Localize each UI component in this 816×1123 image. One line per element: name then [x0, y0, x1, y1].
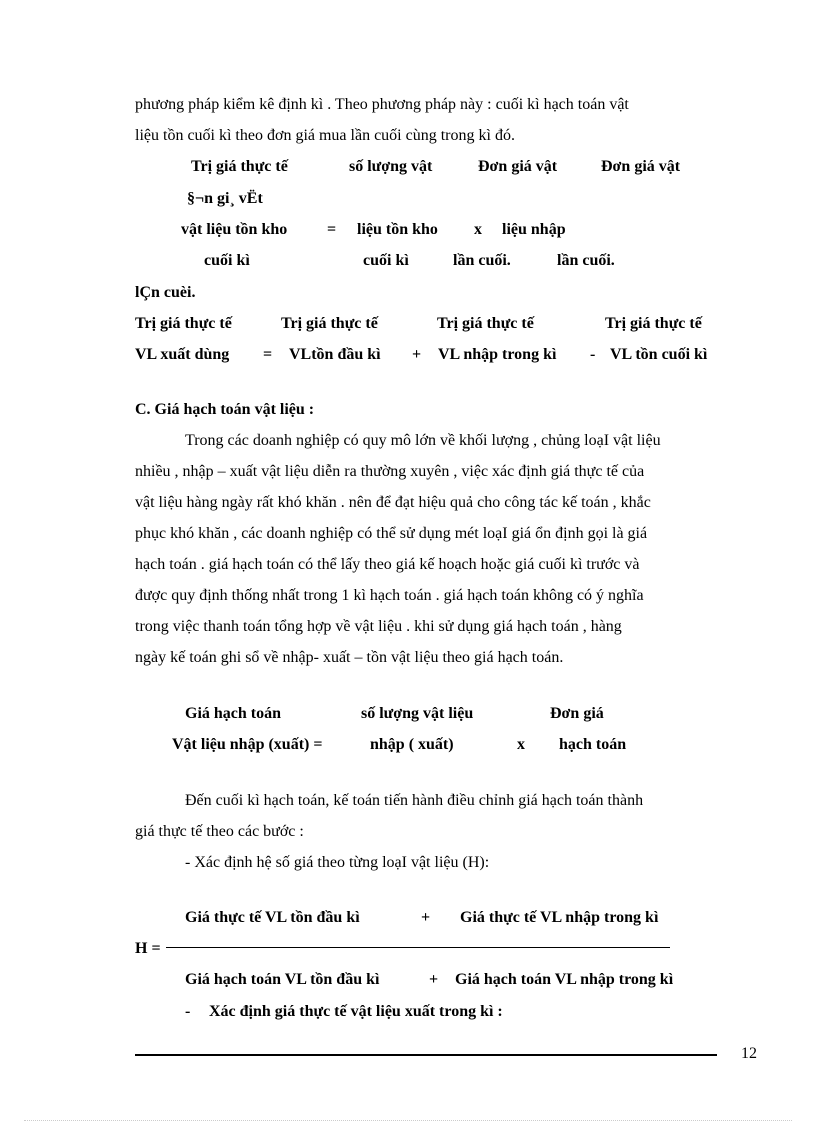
formula3-label: hạch toán [559, 736, 627, 753]
formula4-numerator: Giá thực tế VL nhập trong kì [460, 909, 659, 926]
formula3-operator: x [517, 736, 525, 753]
formula2-label: Trị giá thực tế [437, 315, 534, 332]
formula2-operator: + [412, 346, 422, 363]
formula2-label: Trị giá thực tế [605, 315, 702, 332]
formula1-label: số lượng vật [349, 158, 433, 175]
formula1-label: Đơn giá vật [601, 158, 681, 175]
formula3-label: Vật liệu nhập (xuất) = [172, 736, 323, 753]
body-text-line: phục khó khăn , các doanh nghiệp có thể sử dụng mét loạI giá ổn định gọi là giá [135, 525, 648, 542]
formula1-label: cuối kì [363, 252, 409, 269]
formula1-operator: = [327, 221, 337, 238]
body-text-line: phương pháp kiểm kê định kì . Theo phương pháp này : cuối kì hạch toán vật [135, 96, 629, 113]
formula1-label: §¬n gi¸ vËt [187, 190, 263, 207]
formula1-label: cuối kì [204, 252, 250, 269]
section-heading: C. Giá hạch toán vật liệu : [135, 401, 315, 418]
body-text-line: - Xác định hệ số giá theo từng loạI vật liệu (H): [185, 854, 490, 871]
formula4-h-label: H = [135, 940, 161, 957]
fraction-bar [166, 947, 670, 948]
page-bottom-border [24, 1120, 792, 1121]
formula4-numerator: Giá thực tế VL tồn đầu kì [185, 909, 360, 926]
formula1-label: lần cuối. [453, 252, 511, 269]
formula3-label: số lượng vật liệu [361, 705, 474, 722]
formula1-label: lần cuối. [557, 252, 615, 269]
body-text-line: liệu tồn cuối kì theo đơn giá mua lần cuối cùng trong kì đó. [135, 127, 515, 144]
formula1-label: lÇn cuèi. [135, 284, 196, 301]
formula1-label: Trị giá thực tế [191, 158, 288, 175]
bullet-text: Xác định giá thực tế vật liệu xuất trong kì : [209, 1003, 503, 1020]
bullet-dash: - [185, 1003, 191, 1020]
formula2-label: VL xuất dùng [135, 346, 230, 363]
body-text-line: ngày kế toán ghi sổ về nhập- xuất – tồn vật liệu theo giá hạch toán. [135, 649, 564, 666]
formula2-label: VLtồn đầu kì [289, 346, 381, 363]
formula3-label: Giá hạch toán [185, 705, 282, 722]
body-text-line: nhiều , nhập – xuất vật liệu diễn ra thường xuyên , việc xác định giá thực tế của [135, 463, 645, 480]
formula2-operator: = [263, 346, 273, 363]
formula2-label: Trị giá thực tế [281, 315, 378, 332]
body-text-line: vật liệu hàng ngày rất khó khăn . nên để đạt hiệu quả cho công tác kế toán , khắc [135, 494, 651, 511]
formula4-denominator: Giá hạch toán VL tồn đầu kì [185, 971, 380, 988]
formula4-operator: + [429, 971, 439, 988]
formula2-label: VL nhập trong kì [438, 346, 557, 363]
formula3-label: nhập ( xuất) [370, 736, 454, 753]
formula4-denominator: Giá hạch toán VL nhập trong kì [455, 971, 674, 988]
page-number: 12 [741, 1045, 757, 1062]
formula1-label: vật liệu tồn kho [181, 221, 288, 238]
body-text-line: trong việc thanh toán tổng hợp về vật liệu . khi sử dụng giá hạch toán , hàng [135, 618, 622, 635]
formula3-label: Đơn giá [550, 705, 604, 722]
body-text-line: Đến cuối kì hạch toán, kế toán tiến hành điều chỉnh giá hạch toán thành [185, 792, 644, 809]
formula1-label: Đơn giá vật [478, 158, 558, 175]
formula2-label: Trị giá thực tế [135, 315, 232, 332]
footer-rule [135, 1054, 717, 1056]
formula1-label: liệu nhập [502, 221, 566, 238]
body-text-line: giá thực tế theo các bước : [135, 823, 304, 840]
formula2-operator: - [590, 346, 596, 363]
formula4-operator: + [421, 909, 431, 926]
body-text-line: Trong các doanh nghiệp có quy mô lớn về khối lượng , chủng loạI vật liệu [185, 432, 661, 449]
body-text-line: hạch toán . giá hạch toán có thể lấy theo giá kế hoạch hoặc giá cuối kì trước và [135, 556, 640, 573]
formula1-label: liệu tồn kho [357, 221, 438, 238]
body-text-line: được quy định thống nhất trong 1 kì hạch toán . giá hạch toán không có ý nghĩa [135, 587, 644, 604]
formula1-operator: x [474, 221, 482, 238]
formula2-label: VL tồn cuối kì [610, 346, 708, 363]
